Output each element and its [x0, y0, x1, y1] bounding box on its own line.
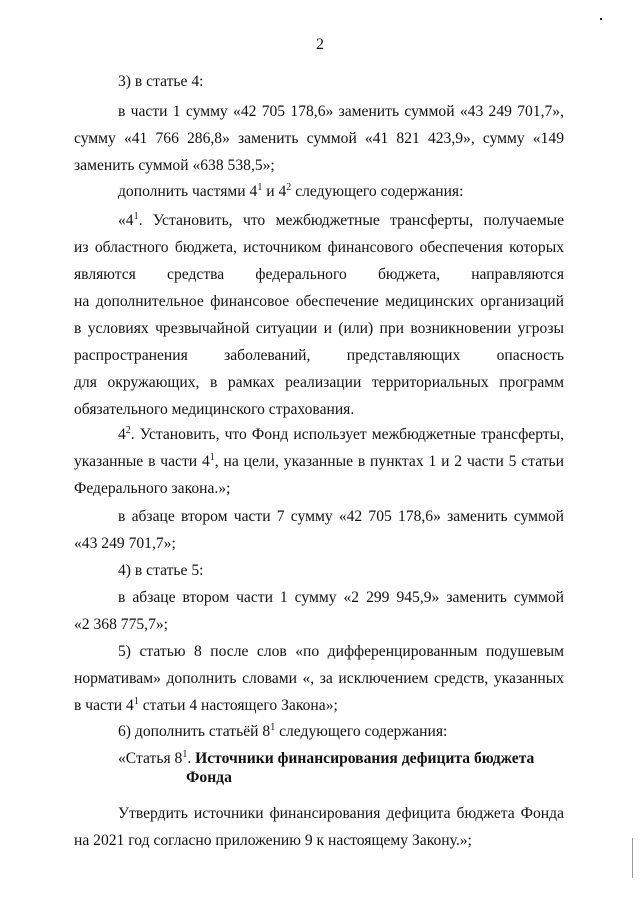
- paragraph-add-parts: [74, 178, 564, 205]
- article-title: Источники финансирования дефицита бюджета: [195, 750, 535, 767]
- text-line: являются средства федерального бюджета, направляются: [74, 266, 564, 283]
- text-line: распространения заболеваний, представляющих опасность: [74, 347, 564, 364]
- text-line: «Статья $8^1$. Источники финансирования дефицита бюджета: [118, 749, 535, 767]
- text-line: 6) дополнить статьёй $8^1$ следующего содержания:: [118, 722, 448, 740]
- text-line: заменить суммой «638 538,5»;: [74, 157, 275, 174]
- paragraph-part-7: [74, 503, 564, 557]
- paragraph-article4-part1: [74, 98, 564, 179]
- text-line: в части $4^1$ статьи 4 настоящего Закона»;: [74, 696, 338, 714]
- text-line: $4^2$. Установить, что Фонд использует межбюджетные трансферты,: [118, 425, 564, 443]
- paragraph-part-4-1: [74, 207, 564, 423]
- text-line: 5) статью 8 после слов «по дифференцированным подушевым: [118, 643, 564, 660]
- item-4: [74, 557, 564, 584]
- text-line: сумму «41 766 286,8» заменить суммой «41 821 423,9», сумму «149: [74, 130, 564, 147]
- text-line: «2 368 775,7»;: [74, 616, 168, 633]
- article-title-cont: Фонда: [186, 769, 232, 786]
- text-line: указанные в части $4^1$, на цели, указанные в пунктах 1 и 2 части 5 статьи: [74, 452, 564, 470]
- text-line: нормативам» дополнить словами «, за исключением средств, указанных: [74, 670, 564, 687]
- scan-edge-mark: [632, 838, 633, 878]
- text-line: в абзаце втором части 1 сумму «2 299 945,9» заменить суммой: [118, 589, 564, 606]
- text-line: 3) в статье 4:: [118, 73, 204, 90]
- item-3: [74, 68, 564, 95]
- paragraph-deficit-sources: [74, 800, 564, 854]
- text-line: Утвердить источники финансирования дефицита бюджета Фонда: [118, 805, 564, 822]
- text-line: дополнить частями $4^1$ и $4^2$ следующего содержания:: [118, 182, 464, 200]
- text-line: из областного бюджета, источником финансового обеспечения которых: [74, 239, 564, 256]
- item-5: [74, 638, 564, 719]
- article-8-1-heading: [74, 745, 564, 791]
- text-line: на дополнительное финансовое обеспечение медицинских организаций: [74, 293, 564, 310]
- text-line: Федерального закона.»;: [74, 480, 231, 497]
- text-line: обязательного медицинского страхования.: [74, 401, 355, 418]
- text-line: 4) в статье 5:: [118, 562, 204, 579]
- page-number: 2: [316, 36, 324, 53]
- item-6: [74, 718, 564, 745]
- paragraph-part-4-2: [74, 421, 564, 502]
- text-line: в абзаце втором части 7 сумму «42 705 178,6» заменить суммой: [118, 508, 564, 525]
- text-line: в части 1 сумму «42 705 178,6» заменить суммой «43 249 701,7»,: [118, 103, 564, 120]
- text-line: в условиях чрезвычайной ситуации и (или) при возникновении угрозы: [74, 320, 564, 337]
- text-line: «43 249 701,7»;: [74, 535, 176, 552]
- paragraph-article5-part1: [74, 584, 564, 638]
- text-line: для окружающих, в рамках реализации территориальных программ: [74, 374, 564, 391]
- text-line: «$4^1$. Установить, что межбюджетные трансферты, получаемые: [118, 211, 564, 229]
- scan-speck: [600, 18, 602, 20]
- text-line: на 2021 год согласно приложению 9 к настоящему Закону.»;: [74, 832, 472, 849]
